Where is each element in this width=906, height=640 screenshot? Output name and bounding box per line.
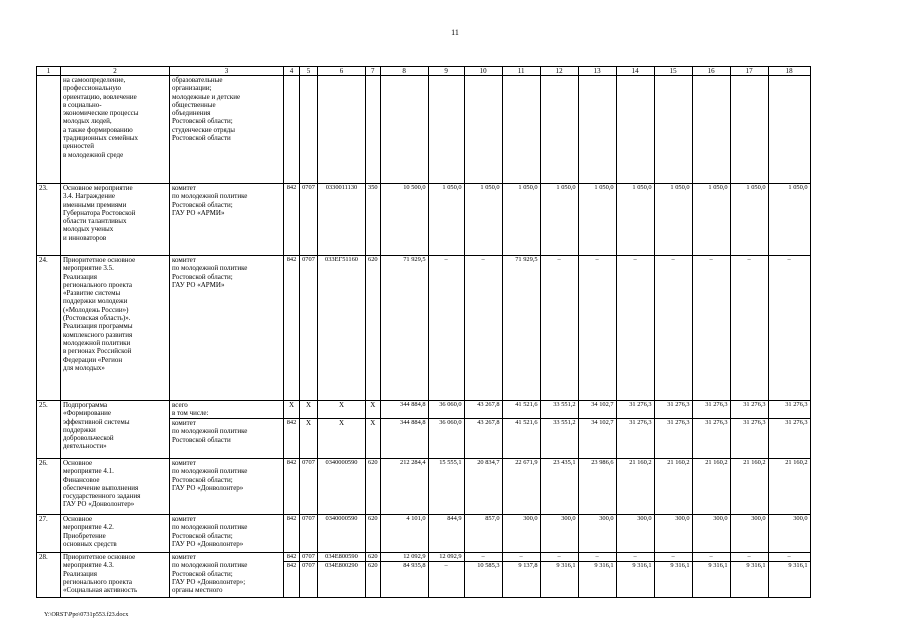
header-cell: 3 bbox=[170, 67, 284, 76]
amount-cell: 71 929,5 bbox=[502, 256, 540, 401]
amount-cell: – bbox=[768, 256, 810, 401]
amount-cell: 31 276,3 bbox=[654, 401, 692, 419]
amount-cell: – bbox=[730, 256, 768, 401]
file-path-footer: Y:\ORST\Ppo\0731p553.f23.docx bbox=[44, 611, 129, 618]
rzpr-code: 0707 bbox=[300, 553, 318, 562]
header-cell: 11 bbox=[502, 67, 540, 76]
amount-cell: 1 050,0 bbox=[730, 184, 768, 256]
row-number: 25. bbox=[37, 401, 61, 459]
row-number: 27. bbox=[37, 515, 61, 553]
amount-cell: – bbox=[654, 256, 692, 401]
header-cell: 7 bbox=[366, 67, 381, 76]
csr-code: 034Е800590 bbox=[318, 553, 366, 562]
row-number: 26. bbox=[37, 459, 61, 515]
amount-cell: 9 316,1 bbox=[578, 562, 616, 598]
amount-cell: 31 276,3 bbox=[730, 419, 768, 459]
amount-cell: 41 521,6 bbox=[502, 401, 540, 419]
amount-cell: – bbox=[428, 256, 464, 401]
amount-cell: 84 935,8 bbox=[380, 562, 428, 598]
amount-cell: 15 555,1 bbox=[428, 459, 464, 515]
vr-code: 620 bbox=[366, 459, 381, 515]
header-cell: 6 bbox=[318, 67, 366, 76]
amount-cell: – bbox=[692, 256, 730, 401]
header-cell: 17 bbox=[730, 67, 768, 76]
amount-cell: 31 276,3 bbox=[616, 419, 654, 459]
amount-cell: 1 050,0 bbox=[428, 184, 464, 256]
amount-cell: 31 276,3 bbox=[768, 401, 810, 419]
grbs-code: 842 bbox=[284, 553, 300, 562]
vr-code: 620 bbox=[366, 256, 381, 401]
amount-cell: 10 500,0 bbox=[380, 184, 428, 256]
amount-cell: 300,0 bbox=[692, 515, 730, 553]
vr-code: 620 bbox=[366, 562, 381, 598]
header-cell: 4 bbox=[284, 67, 300, 76]
header-cell: 9 bbox=[428, 67, 464, 76]
amount-cell: 36 060,0 bbox=[428, 401, 464, 419]
row-number bbox=[37, 76, 61, 184]
amount-cell: 1 050,0 bbox=[502, 184, 540, 256]
amount-cell: 212 284,4 bbox=[380, 459, 428, 515]
csr-code: X bbox=[318, 419, 366, 459]
header-cell: 8 bbox=[380, 67, 428, 76]
grbs-code: 842 bbox=[284, 515, 300, 553]
amount-cell: 12 092,9 bbox=[380, 553, 428, 562]
amount-cell: 21 160,2 bbox=[768, 459, 810, 515]
vr-code: X bbox=[366, 401, 381, 419]
amount-cell: 71 929,5 bbox=[380, 256, 428, 401]
amount-cell: – bbox=[428, 562, 464, 598]
amount-cell: 1 050,0 bbox=[540, 184, 578, 256]
header-cell: 18 bbox=[768, 67, 810, 76]
amount-cell: 31 276,3 bbox=[692, 419, 730, 459]
header-cell: 5 bbox=[300, 67, 318, 76]
amount-cell: 33 551,2 bbox=[540, 419, 578, 459]
header-cell: 15 bbox=[654, 67, 692, 76]
amount-cell: 31 276,3 bbox=[654, 419, 692, 459]
grbs-code: 842 bbox=[284, 419, 300, 459]
header-row bbox=[37, 67, 811, 76]
amount-cell: 43 267,8 bbox=[464, 401, 502, 419]
amount-cell: 41 521,6 bbox=[502, 419, 540, 459]
amount-cell: 9 316,1 bbox=[692, 562, 730, 598]
amount-cell: 9 316,1 bbox=[768, 562, 810, 598]
amount-cell: – bbox=[464, 553, 502, 562]
amount-cell: – bbox=[730, 553, 768, 562]
measure-name: Основное мероприятие 4.1. Финансовое обеспечение выполнения государственного задания ГАУ РО «Донволонтер» bbox=[61, 459, 170, 515]
amount-cell: – bbox=[616, 256, 654, 401]
amount-cell: 31 276,3 bbox=[616, 401, 654, 419]
measure-name: Приоритетное основное мероприятие 3.5. Реализация регионального проекта «Развитие системы поддержки молодежи («Молодежь России») (Ростовская область)». Реализация программы комплексного развития молодежной политики в регионах Российской Федерации «Регион для молодых» bbox=[61, 256, 170, 401]
rzpr-code: 0707 bbox=[300, 515, 318, 553]
measure-name: Приоритетное основное мероприятие 4.3. Реализация регионального проекта «Социальная активность bbox=[61, 553, 170, 598]
amount-cell: 1 050,0 bbox=[692, 184, 730, 256]
header-cell: 13 bbox=[578, 67, 616, 76]
csr-code: 034Е800290 bbox=[318, 562, 366, 598]
amount-cell: 300,0 bbox=[768, 515, 810, 553]
row-number: 24. bbox=[37, 256, 61, 401]
amount-cell: 9 316,1 bbox=[730, 562, 768, 598]
amount-cell: 21 160,2 bbox=[692, 459, 730, 515]
amount-cell: 43 267,8 bbox=[464, 419, 502, 459]
amount-cell: – bbox=[540, 553, 578, 562]
table-row bbox=[37, 401, 811, 419]
amount-cell: 10 585,3 bbox=[464, 562, 502, 598]
csr-code: 033ЕГ51160 bbox=[318, 256, 366, 401]
executor: комитет по молодежной политике Ростовской области; ГАУ РО «Донволонтер» bbox=[170, 515, 284, 553]
amount-cell: 23 435,1 bbox=[540, 459, 578, 515]
amount-cell: 1 050,0 bbox=[768, 184, 810, 256]
executor: комитет по молодежной политике Ростовской области; ГАУ РО «Донволонтер» bbox=[170, 459, 284, 515]
row-number: 28. bbox=[37, 553, 61, 598]
amount-cell: – bbox=[464, 256, 502, 401]
amount-cell: 1 050,0 bbox=[578, 184, 616, 256]
csr-code: 0330011130 bbox=[318, 184, 366, 256]
header-cell: 14 bbox=[616, 67, 654, 76]
amount-cell: – bbox=[502, 553, 540, 562]
measure-name: Основное мероприятие 3.4. Награждение именными премиями Губернатора Ростовской области талантливых молодых ученых и инноваторов bbox=[61, 184, 170, 256]
measure-name: Основное мероприятие 4.2. Приобретение основных средств bbox=[61, 515, 170, 553]
grbs-code: 842 bbox=[284, 184, 300, 256]
amount-cell: 21 160,2 bbox=[654, 459, 692, 515]
executor: всего в том числе: bbox=[170, 401, 284, 419]
amount-cell: 1 050,0 bbox=[464, 184, 502, 256]
table-row bbox=[37, 184, 811, 256]
header-cell: 16 bbox=[692, 67, 730, 76]
vr-code: 350 bbox=[366, 184, 381, 256]
rzpr-code: 0707 bbox=[300, 256, 318, 401]
amount-cell: – bbox=[578, 553, 616, 562]
amount-cell: 4 101,0 bbox=[380, 515, 428, 553]
amount-cell: 9 316,1 bbox=[616, 562, 654, 598]
executor: комитет по молодежной политике Ростовской области; ГАУ РО «АРМИ» bbox=[170, 256, 284, 401]
amount-cell: 844,9 bbox=[428, 515, 464, 553]
amount-cell: – bbox=[654, 553, 692, 562]
page-number: 11 bbox=[451, 28, 459, 37]
amount-cell: 20 834,7 bbox=[464, 459, 502, 515]
rzpr-code: X bbox=[300, 401, 318, 419]
table-row bbox=[37, 553, 811, 562]
amount-cell: – bbox=[578, 256, 616, 401]
amount-cell: 22 671,9 bbox=[502, 459, 540, 515]
csr-code: 0340000590 bbox=[318, 459, 366, 515]
amount-cell: 1 050,0 bbox=[616, 184, 654, 256]
amount-cell: 31 276,3 bbox=[768, 419, 810, 459]
executor: комитет по молодежной политике Ростовской области; ГАУ РО «Донволонтер»; органы местного bbox=[170, 553, 284, 598]
csr-code: X bbox=[318, 401, 366, 419]
amount-cell: 34 102,7 bbox=[578, 401, 616, 419]
rzpr-code: 0707 bbox=[300, 459, 318, 515]
amount-cell: 36 060,0 bbox=[428, 419, 464, 459]
amount-cell: 9 316,1 bbox=[654, 562, 692, 598]
header-cell: 12 bbox=[540, 67, 578, 76]
amount-cell: 33 551,2 bbox=[540, 401, 578, 419]
amount-cell: 21 160,2 bbox=[730, 459, 768, 515]
vr-code: 620 bbox=[366, 515, 381, 553]
vr-code: 620 bbox=[366, 553, 381, 562]
rzpr-code: 0707 bbox=[300, 562, 318, 598]
amount-cell: – bbox=[692, 553, 730, 562]
csr-code: 0340000590 bbox=[318, 515, 366, 553]
amount-cell: 300,0 bbox=[730, 515, 768, 553]
amount-cell: 857,0 bbox=[464, 515, 502, 553]
row-number: 23. bbox=[37, 184, 61, 256]
amount-cell: 300,0 bbox=[502, 515, 540, 553]
amount-cell: 34 102,7 bbox=[578, 419, 616, 459]
measure-name: на самоопределение, профессиональную ориентацию, вовлечение в социально- экономические процессы молодых людей, а также формированию традиционных семейных ценностей в молодежной среде bbox=[61, 76, 170, 184]
amount-cell: 31 276,3 bbox=[730, 401, 768, 419]
amount-cell: 12 092,9 bbox=[428, 553, 464, 562]
amount-cell: – bbox=[540, 256, 578, 401]
vr-code: X bbox=[366, 419, 381, 459]
amount-cell: 300,0 bbox=[616, 515, 654, 553]
amount-cell: – bbox=[768, 553, 810, 562]
rzpr-code: X bbox=[300, 419, 318, 459]
amount-cell: 1 050,0 bbox=[654, 184, 692, 256]
amount-cell: 21 160,2 bbox=[616, 459, 654, 515]
grbs-code: 842 bbox=[284, 562, 300, 598]
amount-cell: 300,0 bbox=[578, 515, 616, 553]
header-cell: 1 bbox=[37, 67, 61, 76]
rzpr-code: 0707 bbox=[300, 184, 318, 256]
grbs-code: X bbox=[284, 401, 300, 419]
amount-cell: 300,0 bbox=[540, 515, 578, 553]
budget-table bbox=[36, 66, 811, 598]
grbs-code: 842 bbox=[284, 256, 300, 401]
executor: комитет по молодежной политике Ростовской области; ГАУ РО «АРМИ» bbox=[170, 184, 284, 256]
amount-cell: 23 986,6 bbox=[578, 459, 616, 515]
table-row bbox=[37, 256, 811, 401]
amount-cell: – bbox=[616, 553, 654, 562]
grbs-code: 842 bbox=[284, 459, 300, 515]
amount-cell: 9 137,8 bbox=[502, 562, 540, 598]
amount-cell: 344 884,8 bbox=[380, 419, 428, 459]
header-cell: 10 bbox=[464, 67, 502, 76]
table-row bbox=[37, 515, 811, 553]
amount-cell: 31 276,3 bbox=[692, 401, 730, 419]
amount-cell: 9 316,1 bbox=[540, 562, 578, 598]
amount-cell: 300,0 bbox=[654, 515, 692, 553]
amount-cell: 344 884,8 bbox=[380, 401, 428, 419]
executor: образовательные организации; молодежные и детские общественные объединения Ростовской области; студенческие отряды Ростовской области bbox=[170, 76, 284, 184]
header-cell: 2 bbox=[61, 67, 170, 76]
measure-name: Подпрограмма «Формирование эффективной системы поддержки добровольческой деятельности» bbox=[61, 401, 170, 459]
table-row bbox=[37, 459, 811, 515]
executor: комитет по молодежной политике Ростовской области bbox=[170, 419, 284, 459]
table-row bbox=[37, 76, 811, 184]
